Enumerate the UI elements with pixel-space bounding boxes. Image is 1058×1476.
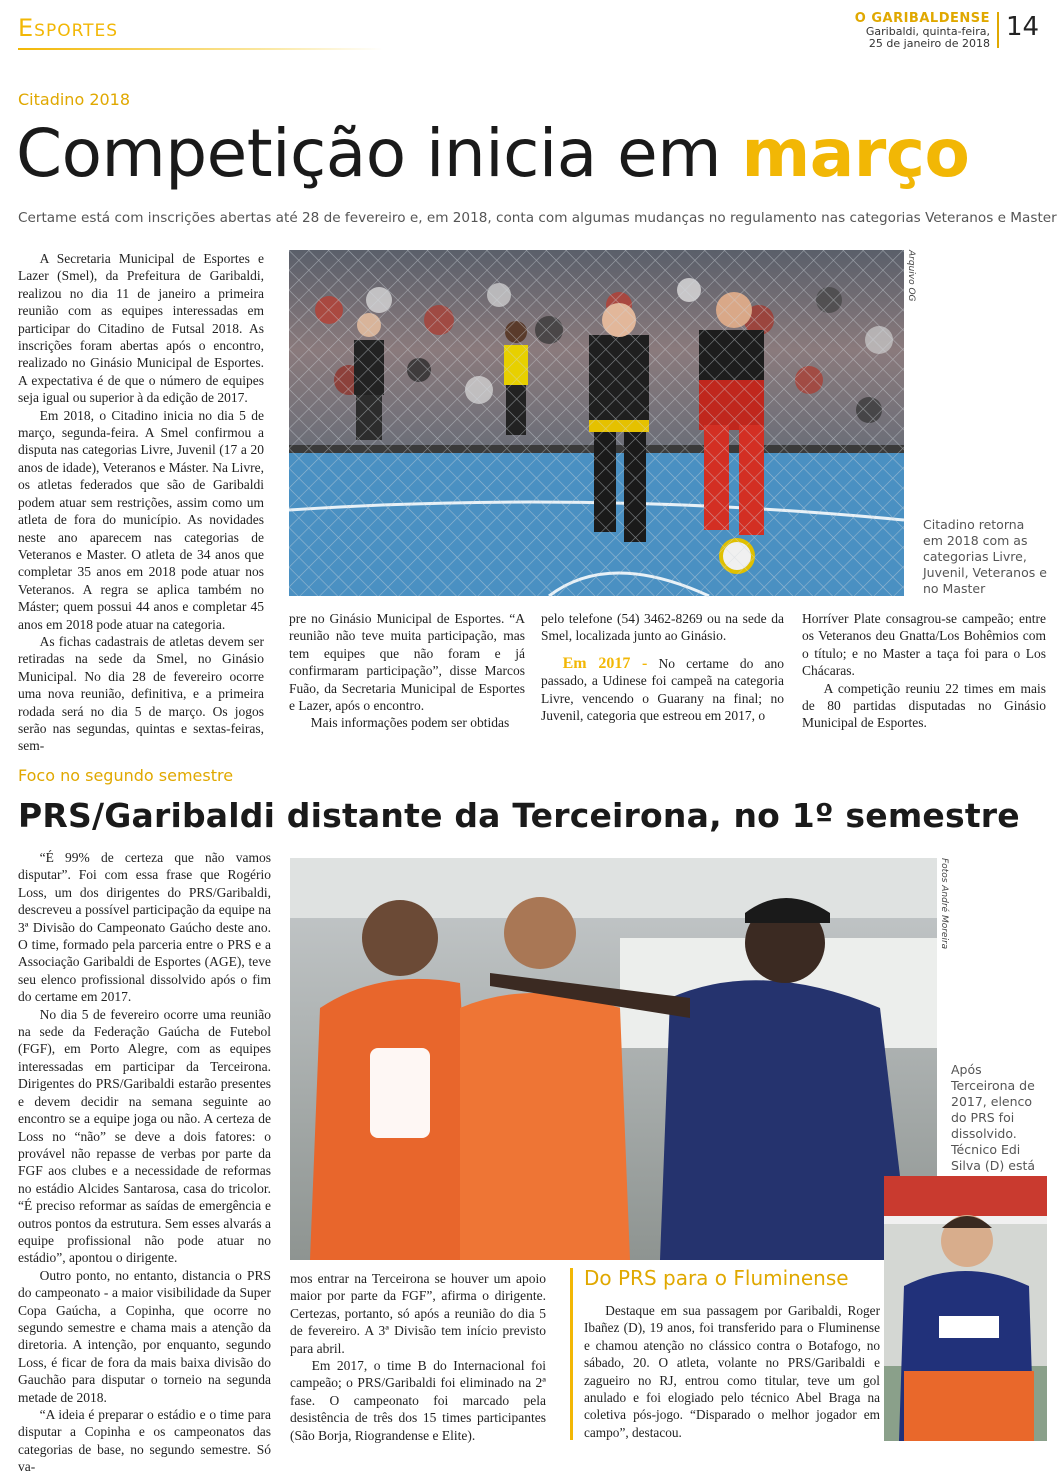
paragraph (541, 655, 784, 725)
article1-column-3 (541, 610, 784, 724)
masthead (855, 12, 990, 50)
section-label: Esportes (18, 14, 119, 42)
sidebar-body (584, 1302, 880, 1441)
paragraph: No dia 5 de fevereiro ocorre uma reunião na sede da Federação Gaúcha de Futebol (FGF), em Porto Alegre, com as equipes interessadas em participar da Terceirona. Dirigentes do PRS/Garibaldi estarão presentes e devem decidir na semana seguinte ao encontro se a equipe joga ou não. A certeza de Loss no “não” se deve a dois fatores: o provável não repasse de verbas por parte da FGF aos clubes e a necessidade de reformas no estádio Alcides Santarosa, casa do tricolor. “É preciso reformar as saídas de emergência e outros pontos da estrutura. Sem esses alvarás a equipe profissional não pode atuar no estádio”, apontou o dirigente. (18, 1006, 271, 1266)
section-rule (18, 48, 383, 50)
article2-photo-credit: Fotos André Moreira (939, 858, 949, 950)
edition-date: 25 de janeiro de 2018 (868, 37, 990, 50)
article1-column-2 (289, 610, 525, 732)
roger-ibanez-photo (884, 1176, 1047, 1441)
page-number-divider (997, 12, 999, 48)
paragraph: Em 2018, o Citadino inicia no dia 5 de março, segunda-feira. A Smel confirmou a disputa nas categorias Livre, Juvenil (17 a 20 anos de idade), Veteranos e Máster. Na Livre, os atletas federados que são de Garibaldi podem atuar sem restrições, assim como um atleta de fora do município. As novidades neste ano aparecem nas categorias de Veteranos e Master. O atleta de 34 anos que completar 35 anos em 2018 pode atuar nos Veteranos. A regra se aplica também no Máster; quem possui 44 anos e completar 45 anos em 2018 pode atuar na categoria. (18, 407, 264, 632)
paragraph: Em 2017, o time B do Internacional foi campeão; o PRS/Garibaldi foi eliminado na 2ª fase. O campeonato foi marcado pela desistência de três dos 15 times participantes (São Borja, Riograndense e Elite). (290, 1358, 546, 1443)
edition-place-date: Garibaldi, quinta-feira, (865, 25, 990, 38)
article1-column-4 (802, 610, 1046, 732)
paragraph: mos entrar na Terceirona se houver um apoio maior por parte da FGF”, afirma o dirigente. Certezas, portanto, só após a reunião do dia 5 de fevereiro. A 3ª Divisão tem início previsto para abril. (290, 1271, 546, 1356)
paragraph: A competição reuniu 22 times em mais de 80 partidas disputadas no Ginásio Municipal de Esportes. (802, 680, 1046, 731)
paragraph: A Secretaria Municipal de Esportes e Lazer (Smel), da Prefeitura de Garibaldi, realizou no dia 11 de janeiro a primeira reunião com as equipes interessadas em participar do Citadino de Futsal 2018. As inscrições foram abertas após o encontro, realizado no Ginásio Municipal de Esportes. A expectativa é de que o número de equipes seja igual ou superior à da edição de 2017. (18, 251, 264, 406)
sidebar-headline: Do PRS para o Fluminense (584, 1266, 849, 1290)
paragraph: “A ideia é preparar o estádio e o time para disputar a Copinha e os campeonatos das categorias de base, no segundo semestre. Só va- (18, 1407, 271, 1475)
headline-accent-text: março (741, 115, 970, 192)
headline-main-text: Competição inicia em (16, 115, 742, 192)
article1-headline (16, 116, 969, 192)
paper-name: O GARIBALDENSE (854, 11, 990, 26)
futsal-match-photo (289, 250, 904, 596)
page-number: 14 (1006, 12, 1040, 42)
article2-column-1 (18, 849, 271, 1476)
paragraph: pelo telefone (54) 3462-8269 ou na sede da Smel, localizada junto ao Ginásio. (541, 611, 784, 644)
paragraph: Mais informações podem ser obtidas (310, 715, 510, 731)
article2-photo-caption: Após Terceirona de 2017, elenco do PRS foi dissolvido. Técnico Edi Silva (D) está (951, 1062, 1036, 1173)
article1-photo-caption: Citadino retorna em 2018 com as categorias Livre, Juvenil, Veteranos e no Master (923, 517, 1047, 596)
paragraph: Outro ponto, no entanto, distancia o PRS do campeonato - a maior visibilidade da Super Copa Gaúcha, a Copinha, que ocorre no segundo semestre e chama mais a atenção da diretoria. A intenção, por enquanto, segundo Loss, é ficar de fora da mais baixa divisão do Gauchão para disputar o torneio na segunda metade de 2018. (18, 1267, 271, 1405)
article1-deck: Certame está com inscrições abertas até 28 de fevereiro e, em 2018, conta com algumas mudanças no regulamento nas categorias Veteranos e Master (18, 210, 1057, 226)
paragraph: Destaque em sua passagem por Garibaldi, Roger Ibañez (D), 19 anos, foi transferido para o Fluminense e chamou atenção no clássico contra o Botafogo, no sábado, 20. O atleta, volante no PRS/Garibaldi e zagueiro no RJ, entrou como titular, teve um gol anulado e foi elogiado pelo técnico Abel Braga na coletiva pós-jogo. “Disparado o melhor jogador em campo”, destacou. (584, 1303, 880, 1440)
paragraph: “É 99% de certeza que não vamos disputar”. Foi com essa frase que Rogério Loss, um dos dirigentes do PRS/Garibaldi, descreveu a possível participação da equipe na 3ª Divisão do Campeonato Gaúcho deste ano. O time, formado pela parceria entre o PRS e a Associação Garibaldi de Esportes (AGE), teve seu elenco profissional dissolvido após o fim do certame em 2017. (18, 850, 271, 1005)
article1-column-1 (18, 250, 264, 755)
article1-kicker: Citadino 2018 (18, 90, 131, 109)
paragraph-text: No certame do ano passado, a Udinese foi campeã na categoria Livre, vencendo o Guarany na final; no Juvenil, categoria que estreou em 2017, o (541, 655, 784, 724)
paragraph: As fichas cadastrais de atletas devem ser retiradas na sede da Smel, no Ginásio Municipal. No dia 28 de fevereiro ocorre uma nova reunião, definitiva, e a primeira rodada será no dia 5 de março. Os jogos serão nas segundas, quintas e sextas-feiras, sem- (18, 633, 264, 754)
paragraph: pre no Ginásio Municipal de Esportes. “A reunião não teve muita participação, mas tem equipes que não foram e já confirmaram participação”, disse Marcos Fuão, da Secretaria Municipal de Esportes e Lazer, após o encontro. (289, 611, 525, 714)
article1-photo-credit: Arquivo OG (906, 250, 916, 302)
sidebar-accent-bar (570, 1268, 573, 1440)
paragraph: Horríver Plate consagrou-se campeão; entre os Veteranos deu Gnatta/Los Bohêmios com o título; e no Master a taça foi para o Los Chácaras. (802, 611, 1046, 679)
inline-subhead: Em 2017 - (562, 654, 648, 672)
article2-kicker: Foco no segundo semestre (18, 766, 234, 785)
prs-team-photo (290, 858, 937, 1260)
article2-column-2 (290, 1270, 546, 1444)
article2-headline: PRS/Garibaldi distante da Terceirona, no 1º semestre (18, 796, 1020, 835)
